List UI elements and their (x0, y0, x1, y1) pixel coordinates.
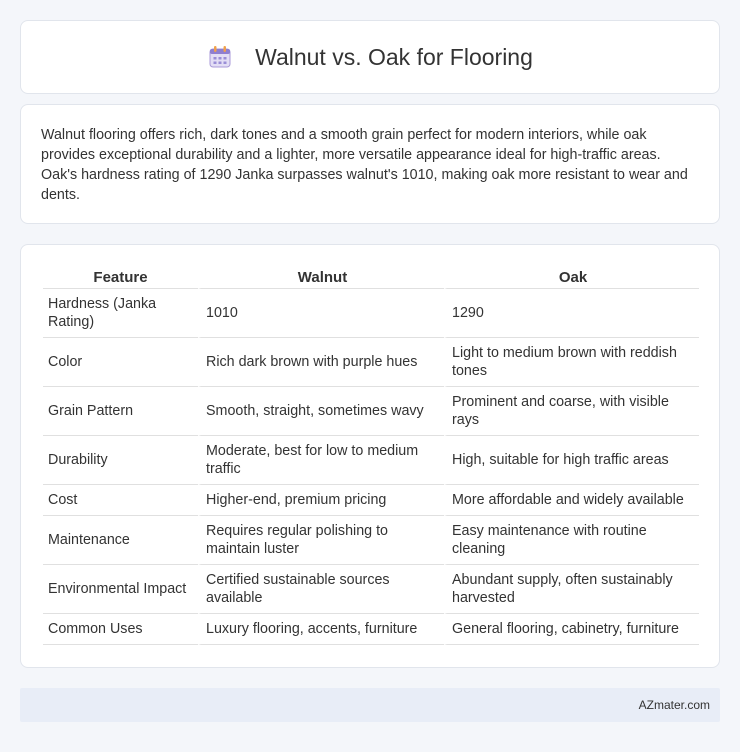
oak-cell: General flooring, cabinetry, furniture (444, 614, 699, 645)
feature-cell: Hardness (Janka Rating) (43, 289, 198, 338)
table-row (43, 338, 699, 387)
table-row (43, 485, 699, 516)
feature-cell: Durability (43, 436, 198, 485)
table-row (43, 516, 699, 565)
walnut-cell: Certified sustainable sources available (198, 565, 444, 614)
table-row (43, 436, 699, 485)
feature-cell: Environmental Impact (43, 565, 198, 614)
intro-card (20, 104, 720, 224)
table-row (43, 565, 699, 614)
walnut-cell: Luxury flooring, accents, furniture (198, 614, 444, 645)
walnut-cell: Higher-end, premium pricing (198, 485, 444, 516)
oak-cell: Easy maintenance with routine cleaning (444, 516, 699, 565)
walnut-cell: 1010 (198, 289, 444, 338)
footer-bar (20, 688, 720, 722)
feature-cell: Common Uses (43, 614, 198, 645)
walnut-cell: Smooth, straight, sometimes wavy (198, 387, 444, 436)
walnut-cell: Moderate, best for low to medium traffic (198, 436, 444, 485)
oak-cell: Abundant supply, often sustainably harvested (444, 565, 699, 614)
walnut-cell: Requires regular polishing to maintain luster (198, 516, 444, 565)
oak-cell: High, suitable for high traffic areas (444, 436, 699, 485)
oak-cell: Prominent and coarse, with visible rays (444, 387, 699, 436)
oak-cell: Light to medium brown with reddish tones (444, 338, 699, 387)
table-header-row (43, 265, 699, 289)
footer-brand[interactable]: AZmater.com (638, 698, 710, 712)
oak-cell: More affordable and widely available (444, 485, 699, 516)
feature-cell: Cost (43, 485, 198, 516)
header-walnut: Walnut (198, 265, 444, 289)
calendar-icon (207, 44, 233, 70)
walnut-cell: Rich dark brown with purple hues (198, 338, 444, 387)
oak-cell: 1290 (444, 289, 699, 338)
title-card (20, 20, 720, 94)
header-feature: Feature (43, 265, 198, 289)
table-row (43, 614, 699, 645)
header-oak: Oak (444, 265, 699, 289)
comparison-card (20, 244, 720, 668)
feature-cell: Color (43, 338, 198, 387)
table-row (43, 289, 699, 338)
intro-paragraph: Walnut flooring offers rich, dark tones and a smooth grain perfect for modern interiors, while oak provides exceptional durability and a lighter, more versatile appearance ideal for high-traffic areas. Oak's hardness rating of 1290 Janka surpasses walnut's 1010, making oak more resistant to wear and dents. (41, 127, 688, 203)
feature-cell: Maintenance (43, 516, 198, 565)
feature-cell: Grain Pattern (43, 387, 198, 436)
page-title: Walnut vs. Oak for Flooring (255, 43, 533, 70)
comparison-table (43, 265, 699, 645)
table-row (43, 387, 699, 436)
